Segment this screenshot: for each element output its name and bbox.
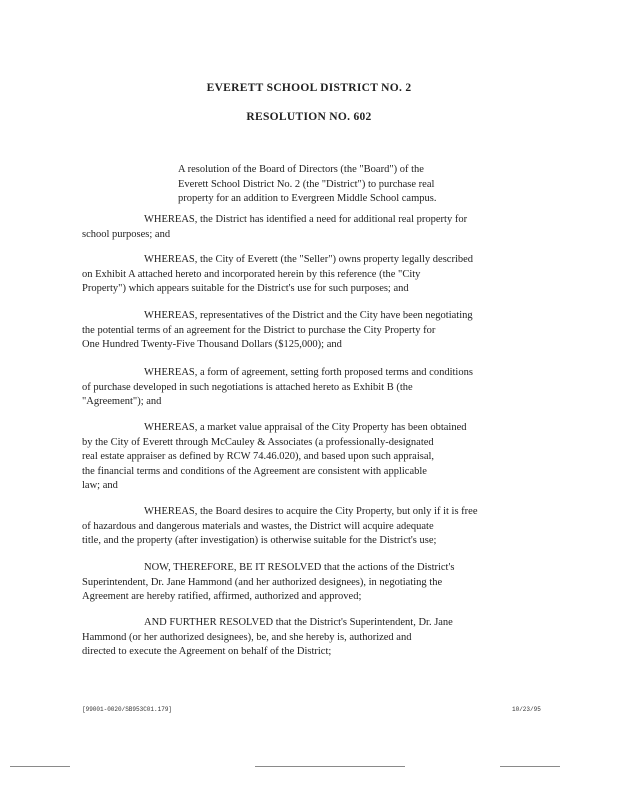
paragraph-line: WHEREAS, a form of agreement, setting forth proposed terms and conditions: [144, 367, 473, 378]
paragraph-line: of hazardous and dangerous materials and wastes, the District will acquire adequate: [82, 520, 434, 532]
whereas-agreement-paragraph: [82, 366, 542, 410]
document-date: 10/23/95: [512, 706, 541, 713]
paragraph-line: title, and the property (after investigation) is otherwise suitable for the District's use;: [82, 535, 437, 547]
paragraph-line: by the City of Everett through McCauley & Associates (a professionally-designated: [82, 436, 434, 448]
paragraph-line: Hammond (or her authorized designees), be, and she hereby is, authorized and: [82, 631, 412, 643]
paragraph-line: Superintendent, Dr. Jane Hammond (and her authorized designees), in negotiating the: [82, 576, 443, 588]
paragraph-line: WHEREAS, the District has identified a need for additional real property for: [144, 214, 468, 225]
paragraph-line: WHEREAS, representatives of the District and the City have been negotiating: [144, 310, 473, 321]
paragraph-line: WHEREAS, a market value appraisal of the City Property has been obtained: [144, 422, 467, 433]
caption-line: property for an addition to Evergreen Middle School campus.: [178, 193, 437, 204]
paragraph-line: of purchase developed in such negotiations is attached hereto as Exhibit B (the: [82, 381, 413, 393]
paragraph-line: WHEREAS, the City of Everett (the "Seller") owns property legally described: [144, 254, 474, 265]
district-heading: EVERETT SCHOOL DISTRICT NO. 2: [206, 82, 412, 94]
paragraph-line: Agreement are hereby ratified, affirmed, authorized and approved;: [82, 591, 362, 603]
whereas-seller-paragraph: [82, 253, 542, 297]
whereas-board-desire-paragraph: [82, 505, 542, 549]
whereas-need-paragraph: [82, 213, 542, 242]
scan-artifact-line: [500, 766, 560, 767]
caption-line: Everett School District No. 2 (the "District") to purchase real: [178, 178, 435, 190]
document-reference-code: [99001-0020/SB953C01.179]: [82, 706, 173, 713]
paragraph-line: law; and: [82, 480, 118, 492]
paragraph-line: real estate appraiser as defined by RCW 74.46.020), and based upon such appraisal,: [82, 451, 435, 463]
caption-line: A resolution of the Board of Directors (the "Board") of the: [178, 164, 424, 175]
whereas-appraisal-paragraph: [82, 421, 542, 494]
resolution-caption: [178, 163, 488, 207]
scan-artifact-line: [10, 766, 70, 767]
paragraph-line: WHEREAS, the Board desires to acquire the City Property, but only if it is free: [144, 506, 478, 517]
resolved-execute-paragraph: [82, 616, 542, 660]
whereas-negotiation-paragraph: [82, 309, 542, 353]
paragraph-line: One Hundred Twenty-Five Thousand Dollars ($125,000); and: [82, 339, 342, 351]
paragraph-line: on Exhibit A attached hereto and incorporated herein by this reference (the "City: [82, 268, 421, 280]
paragraph-line: school purposes; and: [82, 228, 171, 240]
paragraph-line: directed to execute the Agreement on behalf of the District;: [82, 646, 332, 658]
paragraph-line: AND FURTHER RESOLVED that the District's Superintendent, Dr. Jane: [144, 617, 453, 628]
paragraph-line: "Agreement"); and: [82, 396, 162, 408]
paragraph-line: the potential terms of an agreement for the District to purchase the City Property for: [82, 324, 436, 336]
paragraph-line: the financial terms and conditions of the Agreement are consistent with applicable: [82, 465, 427, 477]
resolved-ratify-paragraph: [82, 561, 542, 605]
resolution-number: RESOLUTION NO. 602: [246, 111, 372, 123]
scan-artifact-line: [255, 766, 405, 767]
paragraph-line: Property") which appears suitable for the District's use for such purposes; and: [82, 283, 409, 295]
paragraph-line: NOW, THEREFORE, BE IT RESOLVED that the actions of the District's: [144, 562, 455, 573]
